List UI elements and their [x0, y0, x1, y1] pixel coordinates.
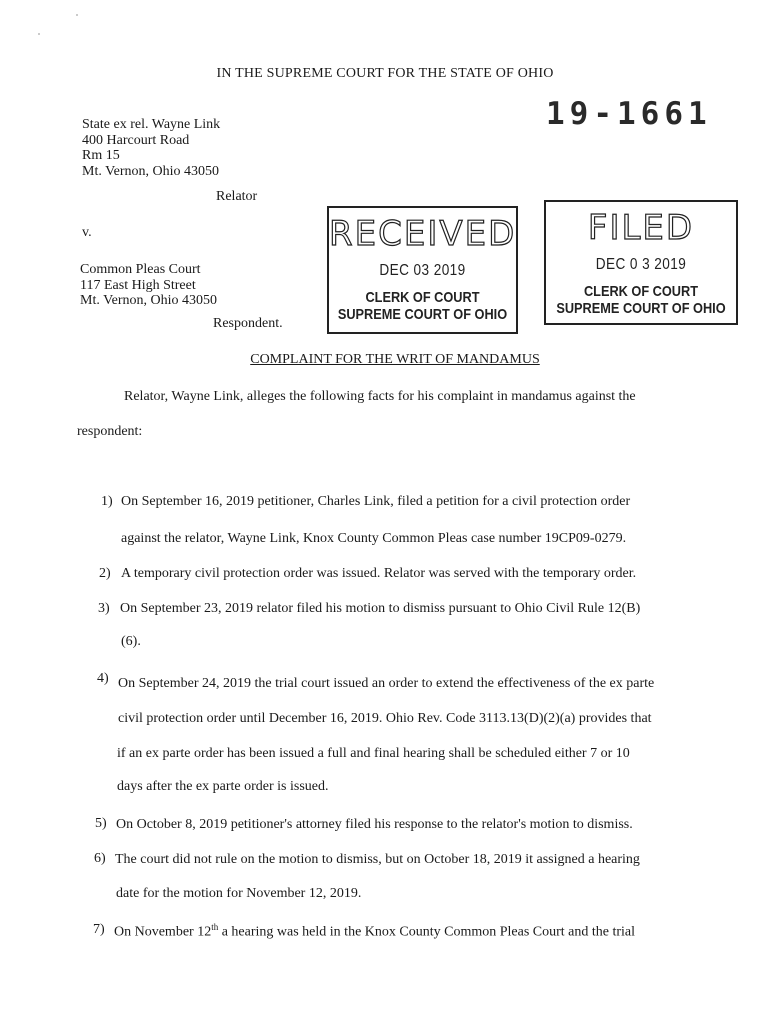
item-number: 3): [98, 601, 110, 616]
item-number: 5): [95, 816, 107, 831]
respondent-name: Common Pleas Court: [80, 262, 201, 277]
filed-stamp-date: DEC 0 3 2019: [595, 256, 687, 273]
item-7-text-start: On November 12: [114, 924, 212, 940]
received-stamp: [327, 206, 518, 334]
item-number: 4): [97, 671, 109, 686]
relator-city: Mt. Vernon, Ohio 43050: [82, 163, 220, 179]
item-text-line: On September 23, 2019 relator filed his motion to dismiss pursuant to Ohio Civil Rule 12(B): [120, 601, 641, 616]
filed-stamp-clerk: CLERK OF COURT: [583, 283, 699, 300]
item-text-line: On September 16, 2019 petitioner, Charles Link, filed a petition for a civil protection order: [121, 494, 631, 509]
received-stamp-court: SUPREME COURT OF OHIO: [337, 306, 508, 323]
received-stamp-clerk: CLERK OF COURT: [365, 289, 480, 306]
respondent-city: Mt. Vernon, Ohio 43050: [80, 293, 218, 308]
scan-speck: [76, 14, 78, 16]
item-text-line: if an ex parte order has been issued a full and final hearing shall be scheduled either 7 or 10: [117, 746, 630, 761]
versus: v.: [82, 225, 92, 240]
received-stamp-date: DEC 03 2019: [379, 262, 466, 279]
item-text-line: civil protection order until December 16, 2019. Ohio Rev. Code 3113.13(D)(2)(a) provides that: [118, 711, 652, 726]
filed-stamp: [544, 200, 738, 325]
item-text-line: date for the motion for November 12, 2019.: [116, 886, 362, 901]
item-number: 1): [101, 494, 113, 509]
item-number: 2): [99, 566, 111, 581]
court-header: IN THE SUPREME COURT FOR THE STATE OF OHIO: [216, 66, 554, 81]
respondent-address: 117 East High Street: [80, 277, 196, 293]
respondent-block: [80, 262, 217, 309]
document-title: COMPLAINT FOR THE WRIT OF MANDAMUS: [250, 352, 540, 367]
filed-stamp-court: SUPREME COURT OF OHIO: [556, 300, 726, 317]
item-text-line: against the relator, Wayne Link, Knox County Common Pleas case number 19CP09-0279.: [121, 531, 627, 546]
item-text-line: A temporary civil protection order was issued. Relator was served with the temporary order.: [121, 566, 637, 581]
item-7-text-end: a hearing was held in the Knox County Common Pleas Court and the trial: [218, 924, 636, 940]
item-text-line: On October 8, 2019 petitioner's attorney filed his response to the relator's motion to dismiss.: [116, 817, 633, 832]
relator-address: 400 Harcourt Road: [82, 132, 190, 148]
item-text-line: On September 24, 2019 the trial court issued an order to extend the effectiveness of the ex parte: [118, 676, 655, 691]
intro-line-2: respondent:: [77, 424, 143, 439]
received-stamp-word: RECEIVED: [329, 214, 517, 254]
item-text-line: The court did not rule on the motion to dismiss, but on October 18, 2019 it assigned a hearing: [115, 852, 640, 867]
filed-stamp-word: FILED: [587, 208, 695, 248]
relator-role: Relator: [216, 189, 258, 204]
relator-room: Rm 15: [82, 148, 120, 163]
respondent-role: Respondent.: [213, 316, 283, 331]
item-text-line: days after the ex parte order is issued.: [117, 779, 329, 794]
relator-name: State ex rel. Wayne Link: [82, 117, 221, 132]
item-text-line: [114, 922, 635, 941]
relator-block: [82, 117, 220, 179]
item-7-superscript: th: [211, 922, 219, 932]
scan-speck: [38, 33, 40, 35]
item-number: 6): [94, 851, 106, 866]
intro-line-1: Relator, Wayne Link, alleges the following facts for his complaint in mandamus against the: [124, 389, 636, 404]
case-number: 19-1661: [546, 96, 712, 132]
item-text-line: (6).: [121, 634, 141, 649]
item-number: 7): [93, 922, 105, 937]
